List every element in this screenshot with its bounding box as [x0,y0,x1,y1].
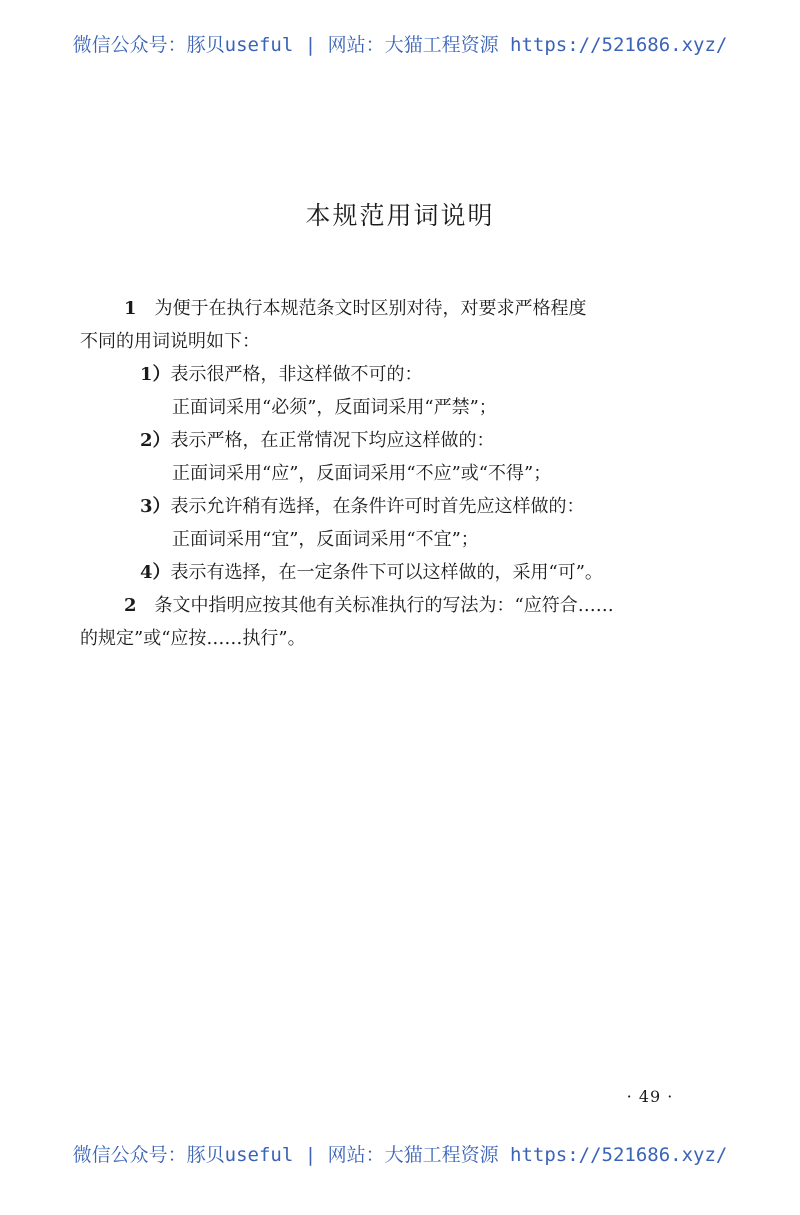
item-2-line-1 [80,589,700,622]
item-1-number: 1 [124,298,137,319]
subitem-1-text: 表示很严格，非这样做不可的： [170,364,423,385]
item-1-line-2: 不同的用词说明如下： [80,331,260,352]
subitem-3-text: 表示允许稍有选择，在条件许可时首先应这样做的： [170,496,585,517]
item-1-text: 为便于在执行本规范条文时区别对待，对要求严格程度 [154,298,587,319]
watermark-top: 微信公众号：豚贝useful | 网站：大猫工程资源 https://521686.xyz/ [72,34,728,56]
subitem-1-number: 1） [140,364,171,385]
item-2-number: 2 [124,595,137,616]
subitem-2 [80,424,700,457]
page-number: · 49 · [626,1087,674,1106]
subitem-3-number: 3） [140,496,171,517]
subitem-3 [80,490,700,523]
subitem-1 [80,358,700,391]
subitem-3-detail: 正面词采用“宜”，反面词采用“不宜”； [172,529,479,550]
item-2-text: 条文中指明应按其他有关标准执行的写法为：“应符合…… [154,595,614,616]
subitem-4 [80,556,700,589]
item-1-line-1 [80,292,700,325]
subitem-2-number: 2） [140,430,171,451]
item-2-line-2: 的规定”或“应按……执行”。 [80,628,306,649]
document-body [80,292,700,655]
subitem-2-detail: 正面词采用“应”，反面词采用“不应”或“不得”； [172,463,552,484]
subitem-4-number: 4） [140,562,171,583]
page-title: 本规范用词说明 [305,201,495,230]
subitem-2-text: 表示严格，在正常情况下均应这样做的： [170,430,495,451]
subitem-1-detail: 正面词采用“必须”，反面词采用“严禁”； [172,397,497,418]
watermark-bottom: 微信公众号：豚贝useful | 网站：大猫工程资源 https://521686.xyz/ [72,1144,728,1166]
subitem-4-text: 表示有选择，在一定条件下可以这样做的，采用“可”。 [170,562,603,583]
